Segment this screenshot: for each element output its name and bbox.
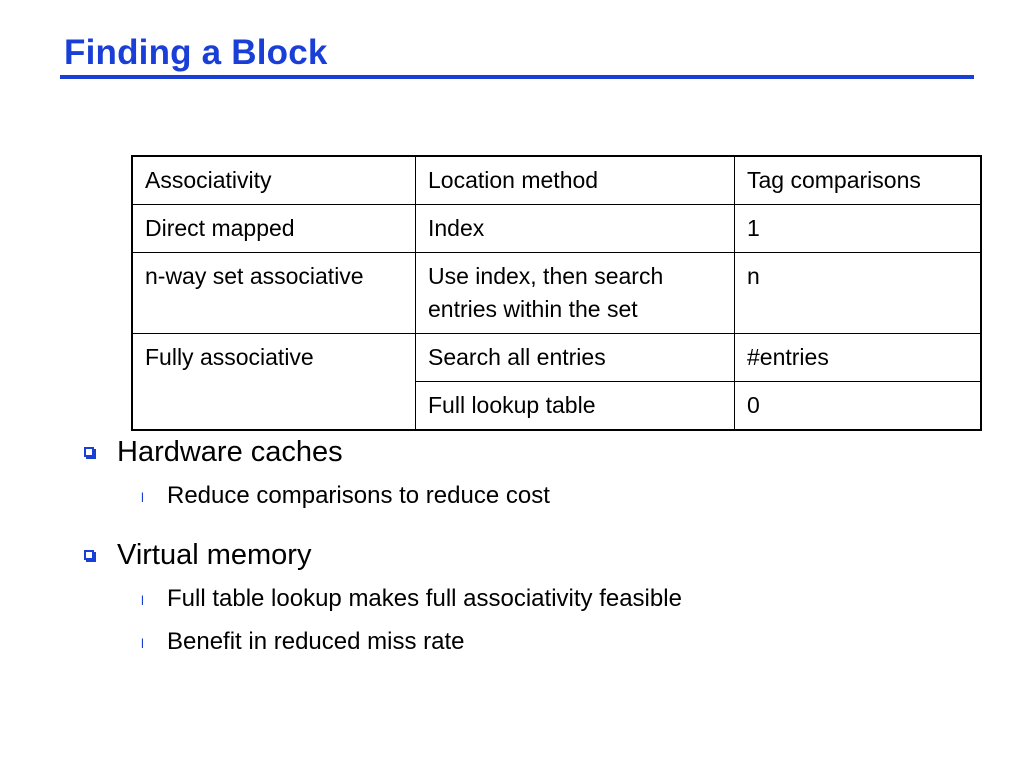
- sub-bullet-item: [84, 479, 984, 513]
- bullet-item: [84, 535, 984, 575]
- cell-associativity: Fully associative: [132, 333, 416, 430]
- sub-bullet-text: Full table lookup makes full associativity feasible: [167, 585, 682, 612]
- cell-tag-comparisons: n: [735, 253, 982, 333]
- associativity-table-container: [131, 155, 982, 431]
- cell-tag-comparisons: 1: [735, 205, 982, 253]
- square-bullet-icon: [84, 447, 94, 457]
- sub-bullet-icon: l: [141, 490, 144, 505]
- cell-location-method: Search all entries: [416, 333, 735, 381]
- cell-location-method: Use index, then search entries within the set: [416, 253, 735, 333]
- bullet-list: [84, 432, 984, 659]
- sub-bullet-item: [84, 582, 984, 616]
- sub-bullet-icon: l: [141, 593, 144, 608]
- table-header-row: [132, 156, 981, 205]
- cell-location-method: Index: [416, 205, 735, 253]
- bullet-text: Virtual memory: [117, 539, 312, 571]
- table-row: [132, 205, 981, 253]
- sub-bullet-text: Reduce comparisons to reduce cost: [167, 482, 550, 509]
- cell-tag-comparisons: 0: [735, 381, 982, 430]
- header-tag-comparisons: Tag comparisons: [735, 156, 982, 205]
- bullet-item: [84, 432, 984, 472]
- sub-bullet-icon: l: [141, 636, 144, 651]
- cell-associativity: n-way set associative: [132, 253, 416, 333]
- square-bullet-icon: [84, 550, 94, 560]
- header-location-method: Location method: [416, 156, 735, 205]
- table-row: [132, 253, 981, 333]
- cell-tag-comparisons: #entries: [735, 333, 982, 381]
- title-underline: [60, 75, 974, 79]
- table-row: [132, 333, 981, 381]
- slide-title: Finding a Block: [64, 33, 328, 72]
- bullet-text: Hardware caches: [117, 436, 343, 468]
- sub-bullet-text: Benefit in reduced miss rate: [167, 628, 465, 655]
- associativity-table: [131, 155, 982, 431]
- cell-location-method: Full lookup table: [416, 381, 735, 430]
- header-associativity: Associativity: [132, 156, 416, 205]
- cell-associativity: Direct mapped: [132, 205, 416, 253]
- sub-bullet-item: [84, 625, 984, 659]
